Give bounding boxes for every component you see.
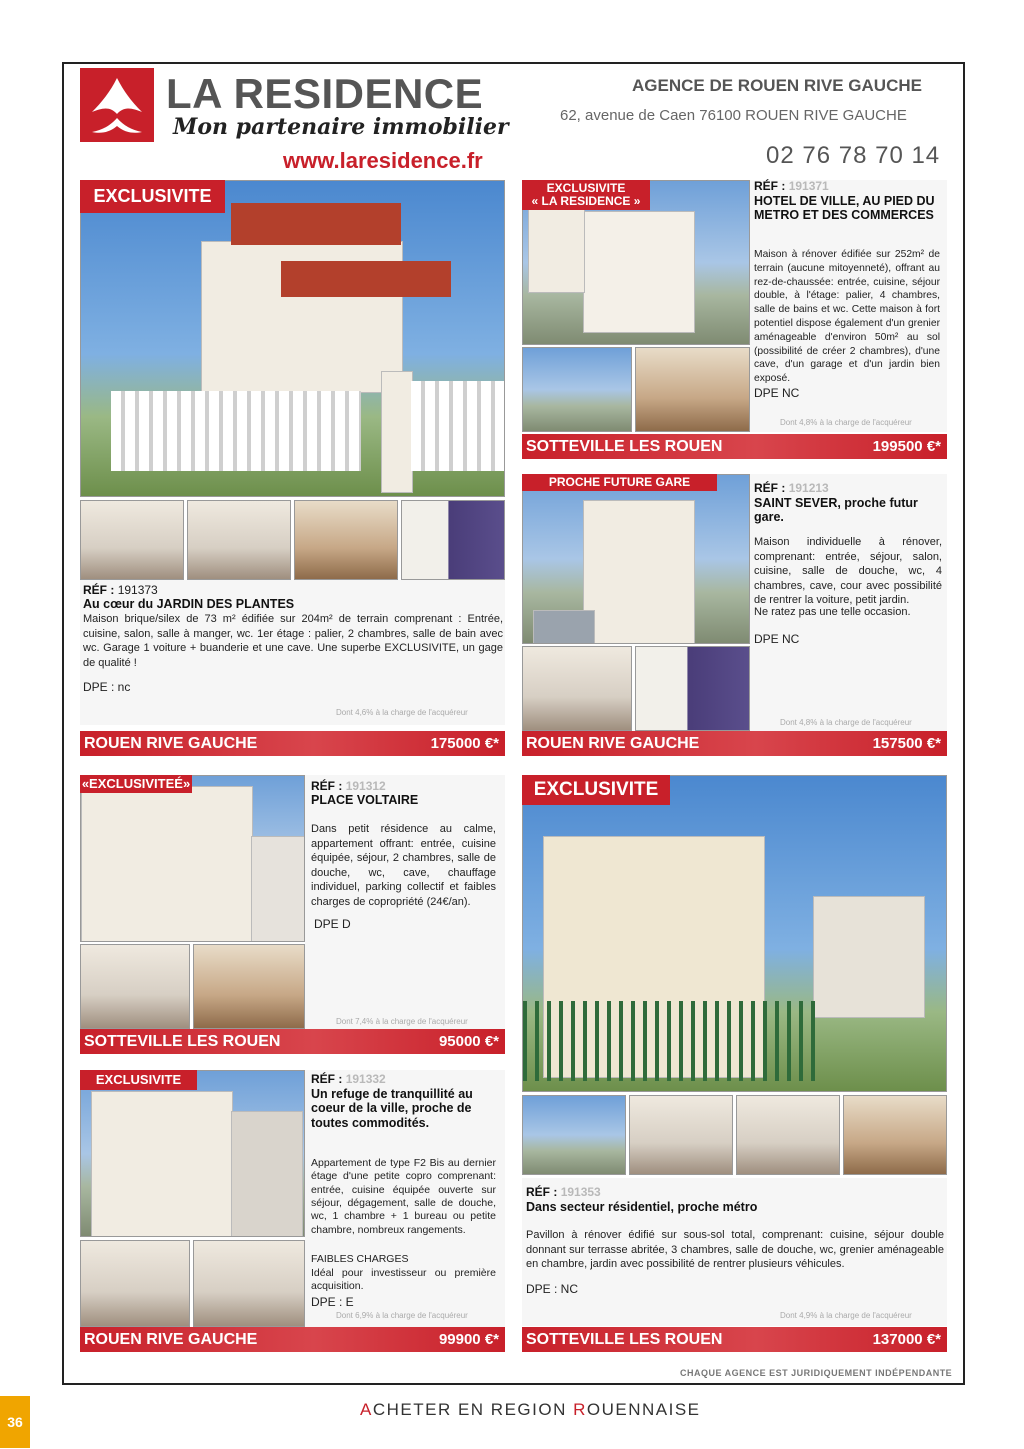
- listing-main-photo[interactable]: [80, 1070, 305, 1237]
- badge-exclusivite: EXCLUSIVITE: [80, 180, 225, 213]
- listing-extra-note: FAIBLES CHARGES: [311, 1253, 409, 1265]
- listing-title: HOTEL DE VILLE, AU PIED DU METRO ET DES COMMERCES: [754, 194, 935, 223]
- website-link[interactable]: www.laresidence.fr: [283, 148, 483, 173]
- listing-fees: Dont 4,8% à la charge de l'acquéreur: [780, 718, 912, 727]
- listing-price-bar[interactable]: [522, 434, 947, 459]
- listing-title: Au cœur du JARDIN DES PLANTES: [83, 597, 295, 611]
- listing-fees: Dont 6,9% à la charge de l'acquéreur: [336, 1311, 468, 1320]
- listing-description: Maison à rénover édifiée sur 252m² de terrain (aucune mitoyenneté), offrant au rez-de-chaussée: entrée, cuisine, séjour double, à l'étage: palier, 4 chambres, salle de bains et wc. Cette maison à fort potentiel dispose également d'un grenier aménageable d'environ 50m² au sol (possibilité de créer 2 chambres), d'une cave, d'un garage et d'un jardin bien exposé.: [754, 249, 940, 385]
- listing-ref: RÉF : 191373: [83, 583, 158, 597]
- listing-description: Maison individuelle à rénover, comprenant: entrée, séjour, salon, cuisine, salle de douche, wc, 4 chambres, cave, cour avec possibilité de rentrer la voiture, petit jardin.: [754, 536, 942, 607]
- listing-main-photo[interactable]: [80, 180, 505, 497]
- listing-price: 95000 €*: [438, 1033, 499, 1050]
- listing-ref: RÉF : 191213: [754, 481, 829, 495]
- listing-fees: Dont 4,9% à la charge de l'acquéreur: [780, 1311, 912, 1320]
- listing-price: 175000 €*: [430, 735, 499, 752]
- listing-thumb-photo[interactable]: [522, 1095, 626, 1175]
- listing-thumb-photo[interactable]: [635, 347, 750, 432]
- listing-main-photo[interactable]: [522, 775, 947, 1092]
- listing-price: 137000 €*: [872, 1331, 941, 1348]
- listing-thumb-photo[interactable]: [80, 944, 190, 1029]
- listing-fees: Dont 7,4% à la charge de l'acquéreur: [336, 1017, 468, 1026]
- agency-name: AGENCE DE ROUEN RIVE GAUCHE: [632, 76, 922, 95]
- listing-thumb-photo[interactable]: [736, 1095, 840, 1175]
- badge-exclusivite: EXCLUSIVITE: [80, 1070, 197, 1090]
- listing-extra-note: Idéal pour investisseur ou première acquisition.: [311, 1267, 496, 1293]
- listing-price-bar[interactable]: [80, 1029, 505, 1054]
- listing-dpe: DPE NC: [754, 632, 800, 646]
- listing-city: SOTTEVILLE LES ROUEN: [526, 438, 723, 455]
- listing-ref: RÉF : 191332: [311, 1072, 386, 1086]
- listing-ref: RÉF : 191312: [311, 779, 386, 793]
- listing-price: 99900 €*: [438, 1331, 499, 1348]
- listing-ref: RÉF : 191371: [754, 179, 829, 193]
- listing-title: Dans secteur résidentiel, proche métro: [526, 1200, 758, 1214]
- listing-city: ROUEN RIVE GAUCHE: [84, 1331, 258, 1348]
- listing-thumb-photo[interactable]: [843, 1095, 947, 1175]
- listing-thumb-photo[interactable]: [193, 1240, 305, 1327]
- listing-thumb-photo[interactable]: [80, 500, 184, 580]
- listing-main-photo[interactable]: [80, 775, 305, 942]
- badge-exclusivite-la-residence: EXCLUSIVITE « LA RESIDENCE »: [522, 180, 650, 210]
- listing-dpe: DPE NC: [754, 386, 800, 400]
- listing-fees: Dont 4,8% à la charge de l'acquéreur: [780, 418, 912, 427]
- listing-fees: Dont 4,6% à la charge de l'acquéreur: [336, 708, 468, 717]
- brand-name: LA RESIDENCE: [166, 70, 484, 117]
- running-footer: ACHETER EN REGION ROUENNAISE: [360, 1400, 701, 1419]
- listing-dpe: DPE : NC: [526, 1282, 579, 1296]
- listing-extra-note: Ne ratez pas une telle occasion.: [754, 606, 911, 618]
- listing-title: Un refuge de tranquillité au coeur de la ville, proche de toutes commodités.: [311, 1087, 473, 1130]
- listing-thumb-photo[interactable]: [522, 347, 632, 432]
- listing-price-bar[interactable]: [80, 1327, 505, 1352]
- listing-ref: RÉF : 191353: [526, 1185, 601, 1199]
- listing-price-bar[interactable]: [522, 731, 947, 756]
- listing-dpe: DPE : nc: [83, 680, 131, 694]
- listing-main-photo[interactable]: [522, 474, 750, 644]
- listing-city: SOTTEVILLE LES ROUEN: [526, 1331, 723, 1348]
- badge-exclusivite: EXCLUSIVITE: [522, 775, 670, 805]
- badge-exclusivite: «EXCLUSIVITEÉ»: [81, 776, 191, 791]
- brand-tagline: Mon partenaire immobilier: [173, 114, 509, 140]
- legal-disclaimer: CHAQUE AGENCE EST JURIDIQUEMENT INDÉPENDANTE: [680, 1368, 953, 1378]
- listing-thumb-photo[interactable]: [522, 646, 632, 731]
- listing-city: ROUEN RIVE GAUCHE: [526, 735, 700, 752]
- listing-price-bar[interactable]: [80, 731, 505, 756]
- listing-thumb-photo[interactable]: [401, 500, 505, 580]
- listing-thumb-photo[interactable]: [187, 500, 291, 580]
- listing-title: PLACE VOLTAIRE: [311, 793, 419, 807]
- listing-city: SOTTEVILLE LES ROUEN: [84, 1033, 281, 1050]
- listing-thumb-photo[interactable]: [294, 500, 398, 580]
- listing-description: Maison brique/silex de 73 m² édifiée sur 204m² de terrain comprenant : Entrée, cuisine, salon, salle à manger, wc. 1er étage : palier, 2 chambres, salle de bain avec wc. Garage 1 voiture + buanderie et une cave. Une superbe EXCLUSIVITE, un gage de qualité !: [83, 613, 503, 669]
- agency-address: 62, avenue de Caen 76100 ROUEN RIVE GAUCHE: [560, 107, 907, 124]
- listing-thumb-photo[interactable]: [635, 646, 750, 731]
- listing-thumb-photo[interactable]: [193, 944, 305, 1029]
- page-number: 36: [0, 1396, 30, 1448]
- badge-proche-future-gare: PROCHE FUTURE GARE: [522, 474, 717, 491]
- listing-title: SAINT SEVER, proche futur gare.: [754, 496, 918, 525]
- agency-phone[interactable]: 02 76 78 70 14: [766, 142, 941, 169]
- listing-description: Pavillon à rénover édifié sur sous-sol total, comprenant: cuisine, séjour double donnant sur terrasse abritée, 3 chambres, salle de douche, wc, grenier aménageable en chambre, jardin avec possibilité de rentrer plusieurs véhicules.: [526, 1229, 944, 1271]
- listing-thumb-photo[interactable]: [629, 1095, 733, 1175]
- listing-price: 157500 €*: [872, 735, 941, 752]
- listing-price: 199500 €*: [872, 438, 941, 455]
- listing-price-bar[interactable]: [522, 1327, 947, 1352]
- listing-dpe: DPE : E: [311, 1295, 354, 1309]
- listing-description: Appartement de type F2 Bis au dernier étage d'une petite copro comprenant: entrée, cuisine équipée ouverte sur séjour, dégagement, salle de douche, wc, 1 chambre + 1 bureau ou petite chambre, nombreux rangements.: [311, 1157, 496, 1236]
- listing-description: Dans petit résidence au calme, appartement offrant: entrée, cuisine équipée, séjour, 2 chambres, salle de douche, wc, cave, chauffage individuel, parking collectif et faibles charges de copropriété (24€/an).: [311, 823, 496, 908]
- brand-logo-icon: [80, 68, 154, 142]
- listing-city: ROUEN RIVE GAUCHE: [84, 735, 258, 752]
- listing-thumb-photo[interactable]: [80, 1240, 190, 1327]
- listing-dpe: DPE D: [314, 917, 351, 931]
